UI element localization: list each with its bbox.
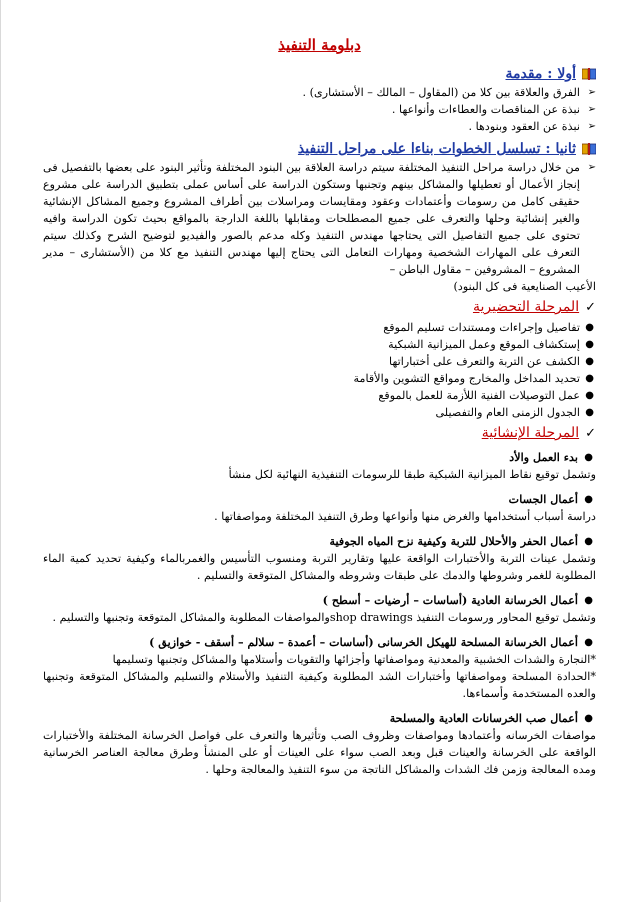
bullet-dot-icon: ● — [584, 713, 593, 724]
check-mark-icon: ✓ — [585, 299, 596, 315]
section-steps-label: ثانيا : تسلسل الخطوات بناءا على مراحل التنفيذ — [297, 141, 576, 157]
arrowhead-bullet-icon: ➢ — [587, 162, 596, 173]
arrowhead-bullet-icon: ➢ — [587, 121, 596, 132]
bullet-dot-icon: ● — [584, 494, 593, 505]
bullet-dot-icon: ● — [584, 452, 593, 463]
item-heading: ● بدء العمل والأد — [509, 450, 593, 464]
list-item: ➢ نبذة عن العقود وبنودها . — [468, 120, 596, 133]
check-mark-icon: ✓ — [585, 425, 596, 441]
steps-paragraph-end: الأعيب الصنايعية فى كل البنود) — [453, 280, 596, 293]
list-item: ● تفاصيل وإجراءات ومستندات تسليم الموقع — [383, 321, 594, 334]
bullet-dot-icon: ● — [585, 356, 594, 367]
preparatory-list — [43, 319, 596, 421]
bullet-dot-icon: ● — [585, 390, 594, 401]
arrowhead-bullet-icon: ➢ — [587, 104, 596, 115]
item-heading: ● أعمال الجسات — [508, 492, 593, 506]
list-item: ● إستكشاف الموقع وعمل الميزانية الشبكية — [388, 338, 594, 351]
item-text: مواصفات الخرسانه وأعتمادها ومواصفات وظروف الصب وتأثيرها والتعرف على فواصل الخرسانة المختلفة والأختبارات الواقعة على الخرسانة والعينات قبل وبعد الصب سواء على العينات أو على المنشأ وطرق معالجة العناصر الخرسانية ومده المعالجة وزمن فك الشدات والمشاكل الناتجة من سوء التنفيذ والمعالجة وحلها . — [43, 729, 596, 776]
bullet-dot-icon: ● — [585, 373, 594, 384]
list-item: ● الكشف عن التربة والتعرف على أختباراتها — [389, 355, 594, 368]
bullet-dot-icon: ● — [584, 595, 593, 606]
stage-preparatory-label: المرحلة التحضيرية — [472, 299, 580, 315]
stage-construction-heading — [43, 425, 596, 441]
bullet-dot-icon: ● — [585, 407, 594, 418]
section-intro-label: أولا : مقدمة — [505, 66, 576, 82]
item-heading: ● أعمال الحفر والأحلال للتربة وكيفية نزح المياه الجوفية — [329, 534, 593, 548]
list-item: ● عمل التوصيلات الفنية اللأزمة للعمل بالموقع — [378, 389, 594, 402]
section-steps-heading — [43, 141, 596, 157]
item-heading: ● أعمال صب الخرسانات العادية والمسلحة — [389, 711, 593, 725]
item-text: وتشمل توقيع المحاور ورسومات التنفيذ shop drawingsوالمواصفات المطلوبة والمشاكل المتوقعة وتجنبها والتسليم . — [52, 611, 596, 624]
bullet-dot-icon: ● — [585, 339, 594, 350]
item-text: *الحدادة المسلحة ومواصفاتها وأختبارات الشد المطلوبة وكيفية التنفيذ والأستلام والتسليم والمشاكل المتوقعة وتجنبها والعده المستخدمة وأسماءها. — [43, 670, 596, 700]
section-intro-heading — [43, 66, 596, 82]
item-heading: ● أعمال الخرسانة المسلحة للهيكل الخرسانى (أساسات – أعمدة – سلالم – أسقف - خوازيق ) — [149, 635, 593, 649]
stage-preparatory-heading — [43, 299, 596, 315]
bullet-dot-icon: ● — [584, 637, 593, 648]
item-text: *النجارة والشدات الخشبية والمعدنية ومواصفاتها وأجزائها والتقويات وأستلامها والمشاكل وتجنبها وتسليمها — [112, 653, 596, 666]
item-text: وتشمل توقيع نقاط الميزانية الشبكية طبقا للرسومات التنفيذية النهائية لكل منشأ — [228, 468, 596, 481]
bullet-dot-icon: ● — [585, 322, 594, 333]
document-title: دبلومة التنفيذ — [278, 36, 361, 54]
steps-paragraph: ➢ من خلال دراسة مراحل التنفيذ المختلفة سيتم دراسة العلاقة بين البنود المختلفة وتأثير البنود على بعضها بالتفصيل فى إنجاز الأعمال أو تعطيلها والمشاكل بينهم وتجنبها وستكون الدراسة على أساس عملى بتطبيق الدراسة على مشروع حقيقى كامل من رسومات وأعتمادات وعقود ومقايسات ومراسلات بين أطراف المشروع وجميع المشاكل الإنشائية والغير إنشائية وحلها والتعرف على جميع المصطلحات ومقابلها باللغة الدارجة بالمواقع بحيث تكون الدراسة وافيه تحتوى على جميع التفاصيل التى يحتاجها مهندس التنفيذ وكله مدعم بالصور والفيديو لتوضيح الشرح وكذلك سيتم التعرف على المهارات الشخصية ومهارات التعامل التى يحتاج إليها مهندس التنفيذ مع كلا من (الأستشارى – مدير المشروع – المشروفين – مقاول الباطن – — [43, 161, 596, 276]
list-item: ● تحديد المداخل والمخارج ومواقع التشوين والأقامة — [353, 372, 594, 385]
list-item: ➢ نبذة عن المناقصات والعطاءات وأنواعها . — [391, 103, 596, 116]
item-text: وتشمل عينات التربة والأختبارات الواقعة عليها وتقارير التربة ومنسوب التأسيس والغمربالماء وكيفية تحديد كمية الماء المطلوبة للغمر وشروطها والدمك على طبقات وشروطه والمشاكل المتوقعة والتسليم . — [43, 552, 596, 582]
book-icon — [582, 143, 596, 155]
book-icon — [582, 68, 596, 80]
stage-construction-label: المرحلة الإنشائية — [481, 425, 580, 441]
intro-list — [43, 84, 596, 135]
bullet-dot-icon: ● — [584, 536, 593, 547]
list-item: ➢ الفرق والعلاقة بين كلا من (المقاول – المالك – الأستشارى) . — [302, 86, 596, 99]
list-item: ● الجدول الزمنى العام والتفصيلى — [435, 406, 594, 419]
arrowhead-bullet-icon: ➢ — [587, 87, 596, 98]
item-heading: ● أعمال الخرسانة العادية (أساسات – أرضيات – أسطح ) — [322, 593, 593, 607]
shop-drawings-term: shop drawings — [329, 611, 413, 624]
item-text: دراسة أسباب أستخدامها والغرض منها وأنواعها وطرق التنفيذ المختلفة ومواصفاتها . — [214, 510, 596, 523]
